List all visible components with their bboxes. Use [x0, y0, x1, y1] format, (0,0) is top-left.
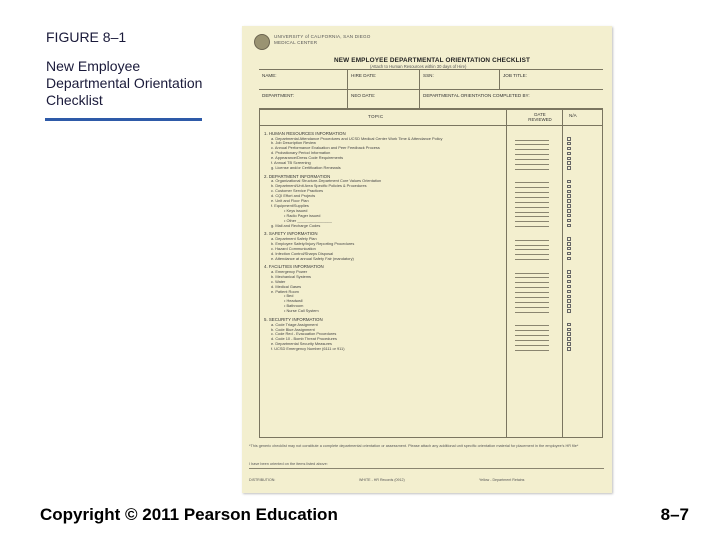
checklist-item: • Bathroom [284, 304, 304, 309]
na-checkbox[interactable] [567, 270, 571, 274]
checklist-marks [509, 131, 599, 354]
checklist-section [264, 231, 504, 261]
na-checkbox[interactable] [567, 295, 571, 299]
checklist-item: a. Code Triage Assignment [271, 322, 318, 327]
date-reviewed-line[interactable] [515, 277, 549, 278]
university-seal-icon [254, 34, 270, 50]
date-reviewed-line[interactable] [515, 307, 549, 308]
checklist-section [264, 264, 504, 314]
na-checkbox[interactable] [567, 190, 571, 194]
date-reviewed-line[interactable] [515, 164, 549, 165]
yellow-copy-label: Yellow - Department Retains [479, 478, 525, 482]
na-checkbox[interactable] [567, 342, 571, 346]
white-copy-label: WHITE - HR Records (0912) [359, 478, 405, 482]
na-checkbox[interactable] [567, 323, 571, 327]
institution-header [274, 34, 371, 45]
employee-info-row [259, 70, 603, 90]
na-checkbox[interactable] [567, 275, 571, 279]
neo-date-field: NEO DATE: [347, 90, 419, 109]
na-checkbox[interactable] [567, 161, 571, 165]
checklist-item: e. Appearance/Dress Code Requirements [271, 156, 344, 161]
distribution-label: DISTRIBUTION: [249, 478, 276, 482]
na-checkbox[interactable] [567, 347, 571, 351]
checklist-item: e. Patient Room [271, 289, 299, 294]
na-checkbox[interactable] [567, 247, 571, 251]
checklist-item: f. UCSD Emergency Number (6111 or 911) [271, 347, 345, 352]
checklist-item: e. Attendance at annual Safety Fair (mandatory) [271, 256, 354, 261]
date-reviewed-line[interactable] [515, 282, 549, 283]
checklist-item: g. Mail and Recharge Codes [271, 223, 321, 228]
section-title: 1. HUMAN RESOURCES INFORMATION [264, 131, 346, 136]
institution-name: UNIVERSITY of CALIFORNIA, SAN DIEGO [274, 34, 371, 39]
date-reviewed-header: DATE REVIEWED [528, 112, 552, 122]
na-checkbox[interactable] [567, 328, 571, 332]
checklist-item: a. Emergency Power [271, 269, 308, 274]
date-reviewed-line[interactable] [515, 207, 549, 208]
date-reviewed-line[interactable] [515, 325, 549, 326]
checklist-document [242, 26, 612, 493]
na-checkbox[interactable] [567, 185, 571, 189]
title-underline [45, 118, 202, 121]
na-checkbox[interactable] [567, 194, 571, 198]
checklist-section [264, 317, 504, 352]
checklist-item: c. Customer Service Practices [271, 189, 324, 194]
acknowledgement-text: I have been oriented on the items listed above: [249, 462, 328, 466]
checklist-item: a. Department Safety Plan [271, 236, 317, 241]
na-checkbox[interactable] [567, 152, 571, 156]
document-title: NEW EMPLOYEE DEPARTMENTAL ORIENTATION CHECKLIST [334, 57, 531, 64]
na-checkbox[interactable] [567, 137, 571, 141]
checklist-item: a. Organizational Structure-Department Core Values Orientation [271, 179, 382, 184]
date-reviewed-line[interactable] [515, 182, 549, 183]
na-checkbox[interactable] [567, 309, 571, 313]
checklist-item: c. Water [271, 279, 286, 284]
page-number: 8–7 [660, 505, 689, 524]
date-reviewed-line[interactable] [515, 340, 549, 341]
na-checkbox[interactable] [567, 280, 571, 284]
employee-info-grid [259, 69, 603, 110]
na-checkbox[interactable] [567, 219, 571, 223]
date-reviewed-line[interactable] [515, 259, 549, 260]
department-field: DEPARTMENT: [262, 93, 294, 98]
checklist-sections [264, 131, 504, 355]
na-checkbox[interactable] [567, 199, 571, 203]
checklist-table [259, 108, 603, 438]
mark-spacer [509, 351, 599, 354]
na-checkbox[interactable] [567, 157, 571, 161]
date-reviewed-line[interactable] [515, 335, 549, 336]
date-reviewed-line[interactable] [515, 154, 549, 155]
checklist-item: b. Code Blue Assignment [271, 327, 315, 332]
section-title: 4. FACILITIES INFORMATION [264, 264, 324, 270]
checklist-item: a. Departmental Attendance Procedures and UCSD Medical Center Work Time & Attendance Policy [271, 136, 443, 141]
checklist-item: d. Infection Control/Sharps Disposal [271, 251, 334, 256]
date-reviewed-line[interactable] [515, 287, 549, 288]
institution-subname: MEDICAL CENTER [274, 39, 318, 45]
checklist-item: g. License and/or Certification Renewals [271, 165, 341, 170]
checklist-item: b. Department/Unit Area Specific Policies & Procedures [271, 184, 367, 189]
na-checkbox[interactable] [567, 214, 571, 218]
checklist-item: • Bed [284, 294, 294, 299]
completed-by-field: DEPARTMENTAL ORIENTATION COMPLETED BY: [419, 90, 603, 109]
checklist-section [264, 131, 504, 171]
checklist-item: d. CQI Effort and Projects [271, 194, 316, 199]
checklist-item: • Radio Pager issued [284, 213, 321, 218]
na-checkbox[interactable] [567, 180, 571, 184]
na-checkbox[interactable] [567, 142, 571, 146]
checklist-item: b. Employee Safety/Injury Reporting Procedures [271, 241, 355, 246]
date-reviewed-line[interactable] [515, 149, 549, 150]
date-reviewed-line[interactable] [515, 254, 549, 255]
checklist-item: c. Code Red - Evacuation Procedures [271, 332, 337, 337]
checklist-item: • Headwall [284, 299, 303, 304]
na-checkbox[interactable] [567, 204, 571, 208]
checklist-item: e. Departmental Security Measures [271, 342, 332, 347]
figure-title: New Employee Departmental Orientation Checklist [46, 58, 203, 108]
topic-header: TOPIC [368, 114, 384, 119]
date-reviewed-line[interactable] [515, 216, 549, 217]
na-checkbox[interactable] [567, 332, 571, 336]
checklist-item: b. Mechanical Systems [271, 274, 312, 279]
checklist-item: • Nurse Call System [284, 309, 319, 314]
checklist-item: e. Unit and Floor Plan [271, 198, 309, 203]
na-checkbox[interactable] [567, 209, 571, 213]
date-reviewed-line[interactable] [515, 202, 549, 203]
na-checkbox[interactable] [567, 252, 571, 256]
document-subtitle: (Attach to Human Resources within 30 days of Hire) [370, 64, 467, 69]
date-reviewed-line[interactable] [515, 312, 549, 313]
checklist-section [264, 174, 504, 229]
date-reviewed-line[interactable] [515, 240, 549, 241]
section-title: 5. SECURITY INFORMATION [264, 317, 323, 323]
date-reviewed-line[interactable] [515, 302, 549, 303]
job-title-field: JOB TITLE: [499, 70, 603, 89]
date-reviewed-line[interactable] [515, 212, 549, 213]
checklist-item: • Other ________________ [284, 218, 332, 223]
copyright-notice: Copyright © 2011 Pearson Education [40, 505, 338, 524]
checklist-item: d. Code 10 - Bomb Threat Procedures [271, 337, 337, 342]
na-checkbox[interactable] [567, 242, 571, 246]
checklist-item: d. Medical Gases [271, 284, 302, 289]
section-title: 3. SAFETY INFORMATION [264, 231, 318, 237]
column-divider [506, 109, 507, 437]
checklist-item: d. Probationary Period Information [271, 151, 331, 156]
section-title: 2. DEPARTMENT INFORMATION [264, 173, 331, 179]
na-checkbox[interactable] [567, 237, 571, 241]
checklist-item: c. Annual Performance Evaluation and Peer Feedback Process [271, 146, 380, 151]
na-checkbox[interactable] [567, 290, 571, 294]
date-reviewed-line[interactable] [515, 330, 549, 331]
date-reviewed-line[interactable] [515, 297, 549, 298]
na-header: N/A [569, 113, 577, 118]
figure-label: FIGURE 8–1 [46, 29, 127, 45]
na-checkbox[interactable] [567, 257, 571, 261]
department-info-row [259, 90, 603, 110]
na-checkbox[interactable] [567, 337, 571, 341]
date-reviewed-line[interactable] [515, 144, 549, 145]
ssn-field: SSN: [419, 70, 499, 89]
date-reviewed-line[interactable] [515, 245, 549, 246]
header-divider [260, 125, 602, 126]
signature-line [249, 468, 604, 469]
na-checkbox[interactable] [567, 166, 571, 170]
checklist-item: b. Job Description Review [271, 141, 316, 146]
checklist-footnote: *This generic checklist may not constitute a complete departmental orientation or assessment. Please attach any additional unit specific orientation material for placement in the employee's HR file* [249, 444, 579, 448]
date-reviewed-line[interactable] [515, 292, 549, 293]
date-reviewed-line[interactable] [515, 192, 549, 193]
date-reviewed-line[interactable] [515, 221, 549, 222]
na-checkbox[interactable] [567, 299, 571, 303]
date-reviewed-line[interactable] [515, 159, 549, 160]
na-checkbox[interactable] [567, 224, 571, 228]
date-reviewed-line[interactable] [515, 197, 549, 198]
hire-date-field: HIRE DATE: [347, 70, 419, 89]
na-checkbox[interactable] [567, 147, 571, 151]
date-reviewed-line[interactable] [515, 187, 549, 188]
date-reviewed-line[interactable] [515, 169, 549, 170]
na-checkbox[interactable] [567, 285, 571, 289]
name-field: NAME: [262, 73, 277, 78]
checklist-item: • Keys issued [284, 208, 308, 213]
date-reviewed-line[interactable] [515, 249, 549, 250]
date-reviewed-line[interactable] [515, 226, 549, 227]
date-reviewed-line[interactable] [515, 273, 549, 274]
checklist-item: c. Hazard Communication [271, 246, 316, 251]
date-reviewed-line[interactable] [515, 345, 549, 346]
distribution-info [249, 478, 604, 482]
date-reviewed-line[interactable] [515, 350, 549, 351]
checklist-item: f. Equipment/Supplies [271, 203, 309, 208]
date-reviewed-line[interactable] [515, 140, 549, 141]
na-checkbox[interactable] [567, 304, 571, 308]
checklist-item: f. Annual TB Screening [271, 161, 311, 166]
